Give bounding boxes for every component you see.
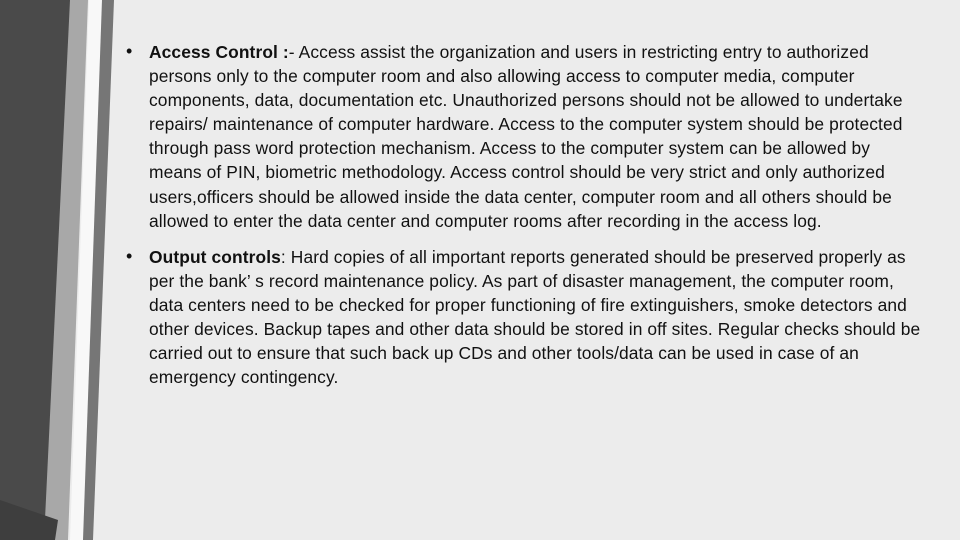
bullet-access-control [126,40,926,233]
left-decoration [0,0,130,540]
slide-content [126,40,926,389]
output-controls-text: : Hard copies of all important reports generated should be preserved properly as per the bank’ s record maintenance policy. As part of disaster management, the computer room, data centers need to be checked for proper functioning of fire extinguishers, smoke detectors and other devices. Backup tapes and other data should be stored in off sites. Regular checks should be carried out to ensure that such back up CDs and other tools/data can be used in case of an emergency contingency. [149,246,921,388]
bullet-dot-icon: • [126,245,133,266]
bullet-dot-icon: • [126,41,133,61]
access-control-text: - Access assist the organization and users in restricting entry to authorized persons only to the computer room and also allowing access to computer media, computer components, data, documentation etc. Unauthorized persons should not be allowed to undertake repairs/ maintenance of computer hardware. Access to the computer system should be protected through pass word protection mechanism. Access to the computer system can be allowed by means of PIN, biometric methodology. Access control should be very strict and only authorized users,officers should be allowed inside the data center, computer room and all others should be allowed to enter the data center and computer rooms after recording in the access log. [149,42,903,231]
bullet-output-controls [126,245,926,390]
output-controls-heading: Output controls [149,246,281,267]
access-control-heading: Access Control : [149,42,289,62]
